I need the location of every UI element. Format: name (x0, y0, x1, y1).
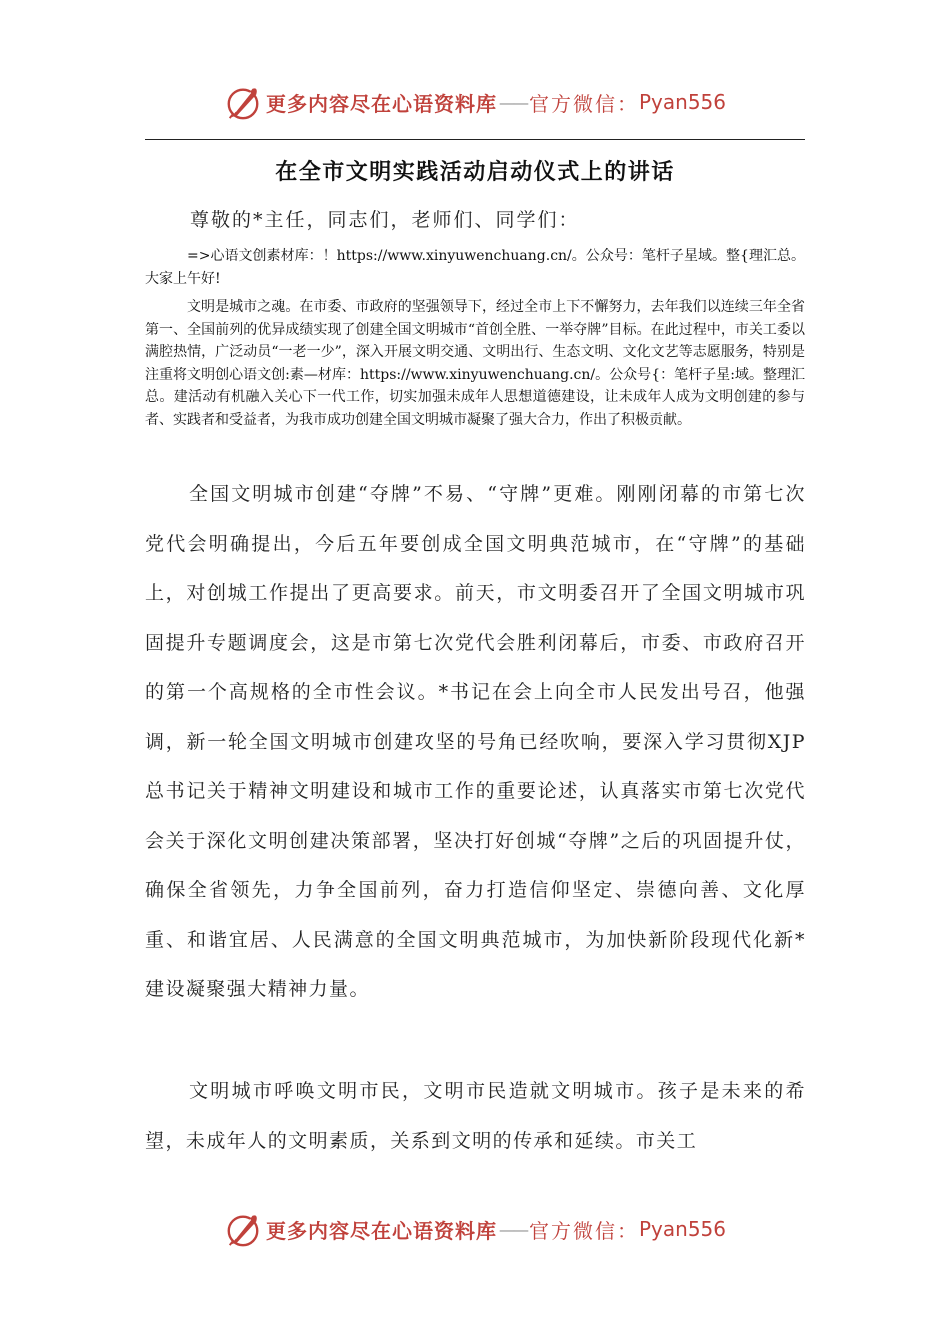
quill-logo-icon (224, 1210, 262, 1248)
paragraph-1: 全国文明城市创建“夺牌”不易、“守牌”更难。刚刚闭幕的市第七次党代会明确提出，今后五年要创成全国文明典范城市，在“守牌”的基础上，对创城工作提出了更高要求。前天，市文明委召开了全国文明城市巩固提升专题调度会，这是市第七次党代会胜利闭幕后，市委、市政府召开的第一个高规格的全市性会议。*书记在会上向全市人民发出号召，他强调，新一轮全国文明城市创建攻坚的号角已经吹响，要深入学习贯彻XJP总书记关于精神文明建设和城市工作的重要论述，认真落实市第七次党代会关于深化文明创建决策部署，坚决打好创城“夺牌”之后的巩固提升仗，确保全省领先，力争全国前列，奋力打造信仰坚定、崇德向善、文化厚重、和谐宜居、人民满意的全国文明典范城市，为加快新阶段现代化新*建设凝聚强大精神力量。 (145, 483, 806, 1000)
header-wechat-id: Pyan556 (638, 90, 726, 114)
footer-banner (0, 1207, 950, 1251)
paragraph-small-1: =>心语文创素材库：！https://www.xinyuwenchuang.cn/。公众号：笔杆子星域。整{理汇总。大家上午好! (145, 248, 805, 287)
footer-banner-text: 更多内容尽在心语资料库 (265, 1218, 497, 1243)
header-banner-text: 更多内容尽在心语资料库 (265, 91, 497, 116)
quill-logo-icon (224, 83, 262, 121)
header-banner (0, 80, 950, 124)
header-banner-content (224, 83, 726, 121)
salutation: 尊敬的*主任，同志们，老师们、同学们： (190, 209, 580, 231)
paragraph-small-2: 文明是城市之魂。在市委、市政府的坚强领导下，经过全市上下不懈努力，去年我们以连续三年全省第一、全国前列的优异成绩实现了创建全国文明城市“首创全胜、一举夺牌”目标。在此过程中，市关工委以满腔热情，广泛动员“一老一少”，深入开展文明交通、文明出行、生态文明、文化文艺等志愿服务，特别是注重将文明创心语文创:素—材库：https://www.xinyuwenchuang.cn/。公众号{：笔杆子星:域。整理汇总。建活动有机融入关心下一代工作，切实加强未成年人思想道德建设，让未成年人成为文明创建的参与者、实践者和受益者，为我市成功创建全国文明城市凝聚了强大合力，作出了积极贡献。 (145, 299, 805, 428)
footer-wechat-id: Pyan556 (638, 1217, 726, 1241)
header-banner-separator: —— (498, 92, 527, 112)
footer-banner-separator: —— (498, 1219, 527, 1239)
header-divider (145, 139, 805, 140)
paragraph-2: 文明城市呼唤文明市民，文明市民造就文明城市。孩子是未来的希望，未成年人的文明素质，关系到文明的传承和延续。市关工 (145, 1080, 806, 1152)
footer-wechat-label: 官方微信： (528, 1218, 639, 1243)
document-title: 在全市文明实践活动启动仪式上的讲话 (275, 160, 675, 185)
header-wechat-label: 官方微信： (528, 91, 639, 116)
footer-banner-content (224, 1210, 726, 1248)
